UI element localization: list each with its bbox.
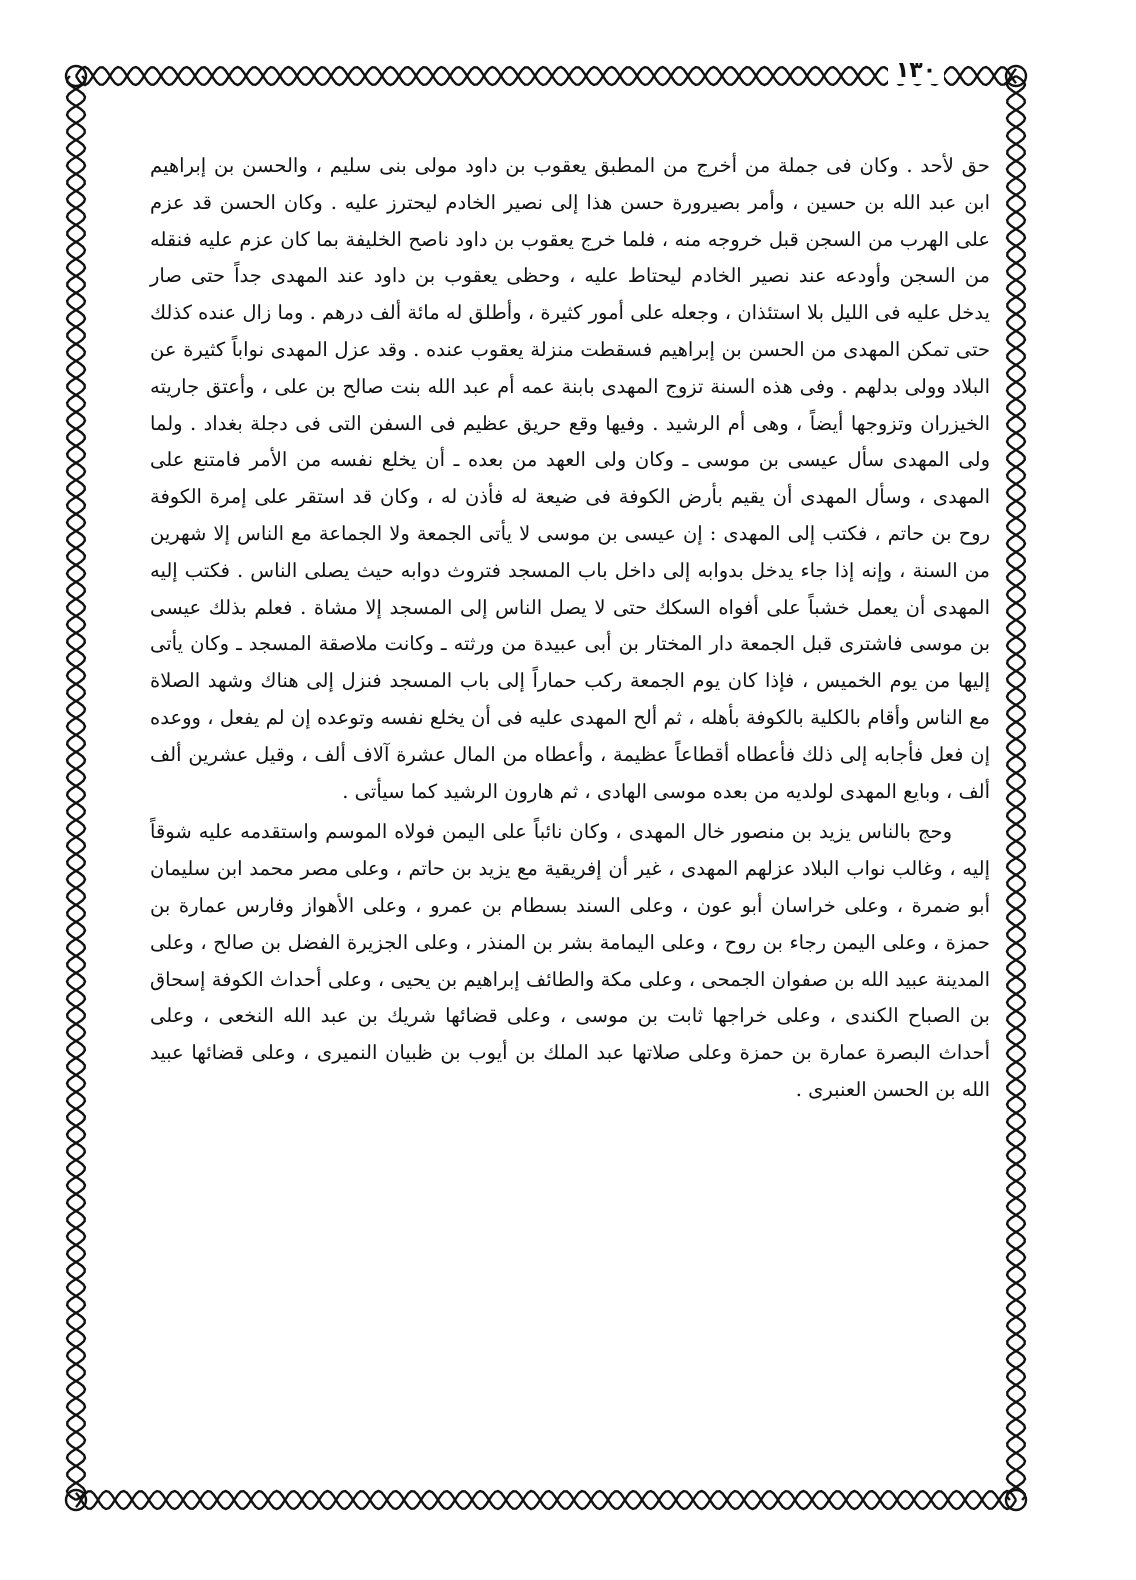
paragraph-2: وحج بالناس يزيد بن منصور خال المهدى ، وكان نائباً على اليمن فولاه الموسم واستقدمه عليه شوقاً إليه ، وغالب نواب البلاد عزلهم المهدى ، غير أن إفريقية مع يزيد بن حاتم ، وعلى مصر محمد ابن سليمان أبو ضمرة ، وعلى خراسان أبو عون ، وعلى السند بسطام بن عمرو ، وعلى الأهواز وفارس عمارة بن حمزة ، وعلى اليمن رجاء بن روح ، وعلى اليمامة بشر بن المنذر ، وعلى الجزيرة الفضل بن صالح ، وعلى المدينة عبيد الله بن صفوان الجمحى ، وعلى مكة والطائف إبراهيم بن يحيى ، وعلى أحداث الكوفة إسحاق بن الصباح الكندى ، وعلى خراجها ثابت بن موسى ، وعلى قضائها شريك بن عبد الله النخعى ، وعلى أحداث البصرة عمارة بن حمزة وعلى صلاتها عبد الملك بن أيوب بن ظبيان النميرى ، وعلى قضائها عبيد الله بن الحسن العنبرى . [150, 820, 990, 1101]
page-number: ١٣٠ [888, 58, 944, 84]
document-body [150, 148, 990, 1438]
paragraph-1: حق لأحد . وكان فى جملة من أخرج من المطبق يعقوب بن داود مولى بنى سليم ، والحسن بن إبراهيم ابن عبد الله بن حسين ، وأمر بصيرورة حسن هذا إلى نصير الخادم ليحترز عليه . وكان الحسن قد عزم على الهرب من السجن قبل خروجه منه ، فلما خرج يعقوب بن داود ناصح الخليفة بما كان عزم عليه فنقله من السجن وأودعه عند نصير الخادم ليحتاط عليه ، وحظى يعقوب بن داود عند المهدى جداً حتى صار يدخل عليه فى الليل بلا استئذان ، وجعله على أمور كثيرة ، وأطلق له مائة ألف درهم . وما زال عنده كذلك حتى تمكن المهدى من الحسن بن إبراهيم فسقطت منزلة يعقوب عنده . وقد عزل المهدى نواباً كثيرة عن البلاد وولى بدلهم . وفى هذه السنة تزوج المهدى بابنة عمه أم عبد الله بنت صالح بن على ، وأعتق جاريته الخيزران وتزوجها أيضاً ، وهى أم الرشيد . وفيها وقع حريق عظيم فى السفن التى فى دجلة بغداد . ولما ولى المهدى سأل عيسى بن موسى ـ وكان ولى العهد من بعده ـ أن يخلع نفسه من الأمر فامتنع على المهدى ، وسأل المهدى أن يقيم بأرض الكوفة فى ضيعة له فأذن له ، وكان قد استقر على إمرة الكوفة روح بن حاتم ، فكتب إلى المهدى : إن عيسى بن موسى لا يأتى الجمعة ولا الجماعة مع الناس إلا شهرين من السنة ، وإنه إذا جاء يدخل بدوابه إلى داخل باب المسجد فتروث دوابه حيث يصلى الناس . فكتب إليه المهدى أن يعمل خشباً على أفواه السكك حتى لا يصل الناس إلى المسجد إلا مشاة . فعلم بذلك عيسى بن موسى فاشترى قبل الجمعة دار المختار بن أبى عبيدة من ورثته ـ وكانت ملاصقة المسجد ـ وكان يأتى إليها من يوم الخميس ، فإذا كان يوم الجمعة ركب حماراً إلى باب المسجد فنزل إلى هناك وشهد الصلاة مع الناس وأقام بالكلية بالكوفة بأهله ، ثم ألح المهدى عليه فى أن يخلع نفسه وتوعده إن لم يفعل ، ووعده إن فعل فأجابه إلى ذلك فأعطاه أقطاعاً عظيمة ، وأعطاه من المال عشرة آلاف ألف ، وقيل عشرين ألف ألف ، وبايع المهدى لولديه من بعده موسى الهادى ، ثم هارون الرشيد كما سيأتى . [150, 154, 990, 803]
